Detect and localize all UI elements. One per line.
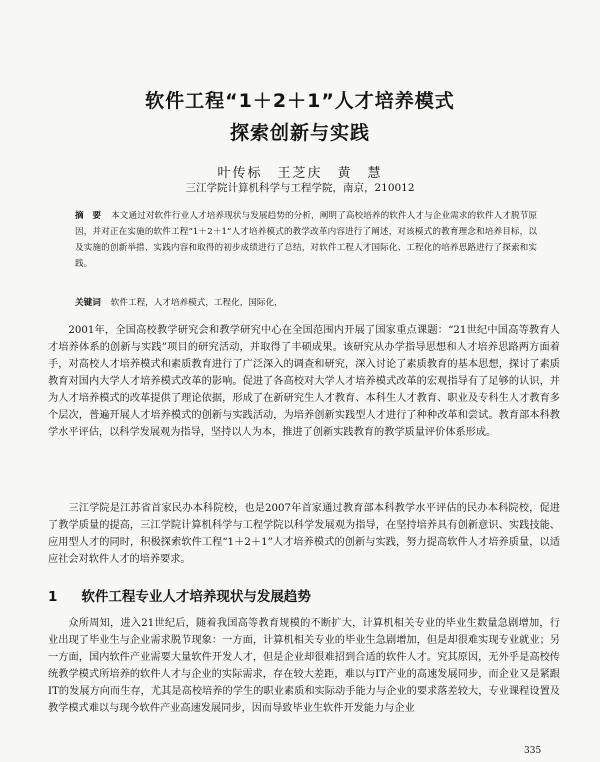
- keywords-text: 软件工程，人才培养模式，工程化，国际化，: [110, 298, 283, 308]
- intro-paragraph-1: 2001年，全国高校教学研究会和教学研究中心在全国范围内开展了国家重点课题：“21世纪中国高等教育人才培养体系的创新与实践”项目的研究活动，并取得了丰硕成果。该研究从办学指导思想和人才培养思路两方面着手，对高校人才培养模式和素质教育进行了广泛深入的调查和研究，深入讨论了素质教育的基本思想，探讨了素质教育对国内大学人才培养模式改革的影响。促进了各高校对大学人才培养模式改革的宏观指导有了足够的认识，并为人才培养模式的改革提供了理论依据，形成了在新研究生人才教育、本科生人才教育、职业及专科生人才教育多个层次，普遍开展人才培养模式的创新与实践活动，为培养创新实践型人才进行了种种改革和尝试。教育部本科教学水平评估，以科学发展观为指导，坚持以人为本，推进了创新实践教育的教学质量评价体系形成。: [48, 325, 560, 438]
- section-number: 1: [48, 589, 58, 605]
- page-number: 335: [524, 746, 542, 756]
- keywords: [75, 295, 537, 311]
- abstract-label: 摘 要: [75, 211, 102, 221]
- section-heading: [48, 585, 560, 605]
- paper-title-line-2: 探索创新与实践: [229, 122, 370, 144]
- section-title: 软件工程专业人才培养现状与发展趋势: [81, 589, 311, 605]
- keywords-label: 关键词: [75, 298, 101, 308]
- author-list: 叶传标 王芝庆 黄 慧: [217, 166, 383, 181]
- abstract-text: 本文通过对软件行业人才培养现状与发展趋势的分析，阐明了高校培养的软件人才与企业需求的软件人才脱节原因，并对正在实施的软件工程“1＋2＋1”人才培养模式的教学改革内容进行了阐述，对该模式的教育理念和培养目标，以及实施的创新举措、实践内容和取得的初步成绩进行了总结，对软件工程人才国际化、工程化的培养思路进行了探索和实践。: [75, 211, 537, 269]
- affiliation: 三江学院计算机科学与工程学院，南京，210012: [185, 182, 415, 194]
- section-1-paragraph: 众所周知，进入21世纪后，随着我国高等教育规模的不断扩大，计算机相关专业的毕业生数量急剧增加，行业出现了毕业生与企业需求脱节现象：一方面，计算机相关专业的毕业生急剧增加，但是却很难实现专业就业；另一方面，国内软件产业需要大量软件开发人才，但是企业却很难招到合适的软件人才。究其原因，无外乎是高校传统教学模式所培养的软件人才与企业的实际需求，存在较大差距，难以与IT产业的高速发展同步，而企业又是紧跟IT的发展方向而生存，尤其是高校培养的学生的职业素质和实际动手能力与企业的要求落差较大，专业课程设置及教学模式难以与现今软件产业高速发展同步，因而导致毕业生软件开发能力与企业: [48, 618, 560, 714]
- paper-title-line-1: 软件工程“1＋2＋1”人才培养模式: [145, 90, 455, 112]
- intro-paragraph-2: 三江学院是江苏省首家民办本科院校，也是2007年首家通过教育部本科教学水平评估的民办本科院校，促进了教学质量的提高，三江学院计算机科学与工程学院以科学发展观为指导，在坚持培养具有创新意识、实践技能、应用型人才的同时，积极探索软件工程“1＋2＋1”人才培养模式的创新与实践，努力提高软件人才培养质量，以适应社会对软件人才的培养要求。: [48, 503, 560, 565]
- abstract: [75, 208, 537, 272]
